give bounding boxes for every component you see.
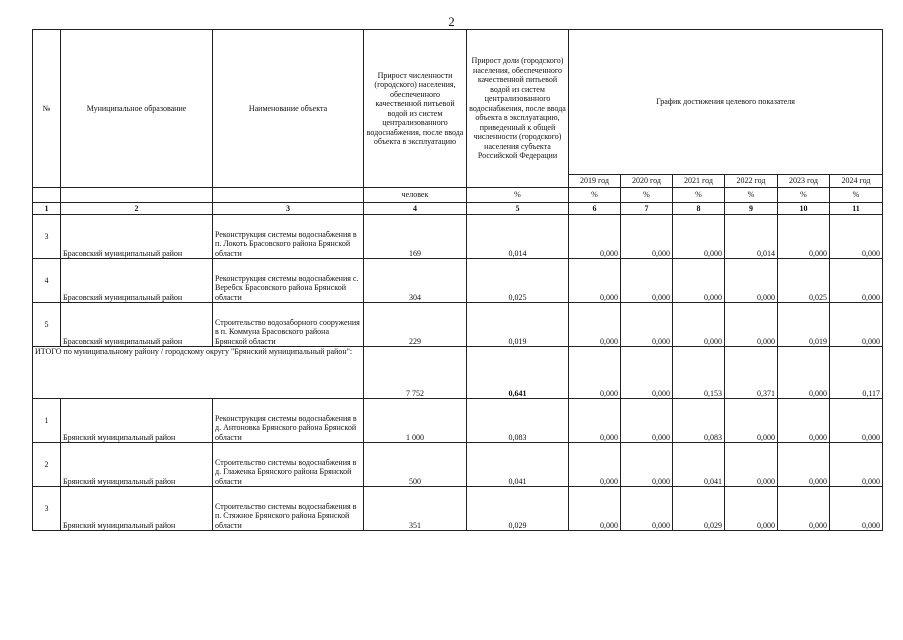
- row-year-value: 0,000: [725, 303, 778, 347]
- header-population-growth: Прирост численности (городского) населения, обеспеченного качественной питьевой водой из систем централизованного водоснабжения, после ввода объекта в эксплуатацию: [364, 30, 467, 188]
- column-number: 3: [213, 203, 364, 215]
- target-indicator-table: [32, 29, 883, 531]
- row-year-value: 0,000: [621, 443, 673, 487]
- total-label: ИТОГО по муниципальному району / городскому округу "Брянский муниципальный район":: [33, 347, 364, 399]
- row-population: 304: [364, 259, 467, 303]
- row-year-value: 0,000: [673, 215, 725, 259]
- year-header: 2024 год: [830, 175, 883, 188]
- column-number: 2: [61, 203, 213, 215]
- row-number: 3: [33, 215, 61, 259]
- row-municipality: Брасовский муниципальный район: [61, 215, 213, 259]
- year-header: 2020 год: [621, 175, 673, 188]
- unit-year: %: [725, 188, 778, 203]
- row-year-value: 0,083: [673, 399, 725, 443]
- row-year-value: 0,000: [830, 259, 883, 303]
- row-year-value: 0,000: [725, 259, 778, 303]
- row-population: 1 000: [364, 399, 467, 443]
- row-year-value: 0,000: [778, 399, 830, 443]
- row-population: 229: [364, 303, 467, 347]
- total-year-value: 0,371: [725, 347, 778, 399]
- header-object-name: Наименование объекта: [213, 30, 364, 188]
- row-number: 3: [33, 487, 61, 531]
- table-row: [33, 215, 883, 259]
- row-year-value: 0,000: [569, 399, 621, 443]
- row-object-name: Реконструкция системы водоснабжения с. Веребск Брасовского района Брянской области: [213, 259, 364, 303]
- row-municipality: Брасовский муниципальный район: [61, 259, 213, 303]
- column-number: 1: [33, 203, 61, 215]
- table-row: [33, 487, 883, 531]
- row-year-value: 0,019: [778, 303, 830, 347]
- column-number: 8: [673, 203, 725, 215]
- row-year-value: 0,000: [621, 487, 673, 531]
- unit-year: %: [830, 188, 883, 203]
- row-year-value: 0,000: [778, 487, 830, 531]
- unit-year: %: [778, 188, 830, 203]
- table-row: [33, 259, 883, 303]
- unit-year: %: [569, 188, 621, 203]
- row-municipality: Брянский муниципальный район: [61, 399, 213, 443]
- total-row: [33, 347, 883, 399]
- row-year-value: 0,000: [725, 443, 778, 487]
- row-year-value: 0,029: [673, 487, 725, 531]
- row-year-value: 0,000: [569, 487, 621, 531]
- year-header: 2023 год: [778, 175, 830, 188]
- row-year-value: 0,000: [673, 303, 725, 347]
- row-object-name: Строительство системы водоснабжения в д. Глаженка Брянского района Брянской области: [213, 443, 364, 487]
- row-year-value: 0,000: [830, 303, 883, 347]
- row-year-value: 0,000: [621, 259, 673, 303]
- total-year-value: 0,153: [673, 347, 725, 399]
- row-year-value: 0,000: [725, 399, 778, 443]
- row-object-name: Строительство системы водоснабжения в п. Стяжное Брянского района Брянской области: [213, 487, 364, 531]
- row-year-value: 0,000: [830, 215, 883, 259]
- row-year-value: 0,000: [830, 487, 883, 531]
- header-municipality: Муниципальное образование: [61, 30, 213, 188]
- table-row: [33, 399, 883, 443]
- row-population: 169: [364, 215, 467, 259]
- unit-cell: [33, 188, 61, 203]
- header-num: №: [33, 30, 61, 188]
- column-number: 5: [467, 203, 569, 215]
- unit-year: %: [673, 188, 725, 203]
- row-object-name: Реконструкция системы водоснабжения в д. Антоновка Брянского района Брянской области: [213, 399, 364, 443]
- row-year-value: 0,000: [673, 259, 725, 303]
- total-year-value: 0,000: [778, 347, 830, 399]
- total-year-value: 0,000: [621, 347, 673, 399]
- row-year-value: 0,000: [621, 399, 673, 443]
- row-year-value: 0,014: [725, 215, 778, 259]
- unit-cell: [61, 188, 213, 203]
- row-year-value: 0,000: [778, 443, 830, 487]
- unit-population: человек: [364, 188, 467, 203]
- row-population: 500: [364, 443, 467, 487]
- page-number: 2: [448, 14, 455, 29]
- row-share: 0,041: [467, 443, 569, 487]
- row-municipality: Брасовский муниципальный район: [61, 303, 213, 347]
- row-year-value: 0,000: [778, 215, 830, 259]
- row-year-value: 0,000: [830, 399, 883, 443]
- row-year-value: 0,000: [621, 303, 673, 347]
- row-share: 0,019: [467, 303, 569, 347]
- header-share-growth: Прирост доли (городского) населения, обеспеченного качественной питьевой водой из систем централизованного водоснабжения, после ввода объекта в эксплуатацию, приведенный к общей численности (городского) населения субъекта Российской Федерации: [467, 30, 569, 188]
- column-number: 11: [830, 203, 883, 215]
- row-year-value: 0,000: [569, 215, 621, 259]
- row-population: 351: [364, 487, 467, 531]
- column-numbers-row: [33, 203, 883, 215]
- row-year-value: 0,041: [673, 443, 725, 487]
- total-year-value: 0,117: [830, 347, 883, 399]
- row-object-name: Строительство водозаборного сооружения в п. Коммуна Брасовского района Брянской области: [213, 303, 364, 347]
- units-row: [33, 188, 883, 203]
- row-number: 2: [33, 443, 61, 487]
- row-number: 5: [33, 303, 61, 347]
- year-header: 2022 год: [725, 175, 778, 188]
- column-number: 7: [621, 203, 673, 215]
- row-year-value: 0,000: [569, 259, 621, 303]
- unit-share: %: [467, 188, 569, 203]
- unit-cell: [213, 188, 364, 203]
- row-share: 0,029: [467, 487, 569, 531]
- row-number: 1: [33, 399, 61, 443]
- column-number: 4: [364, 203, 467, 215]
- row-year-value: 0,000: [569, 443, 621, 487]
- column-number: 6: [569, 203, 621, 215]
- total-year-value: 0,000: [569, 347, 621, 399]
- row-year-value: 0,025: [778, 259, 830, 303]
- row-municipality: Брянский муниципальный район: [61, 487, 213, 531]
- row-year-value: 0,000: [569, 303, 621, 347]
- row-municipality: Брянский муниципальный район: [61, 443, 213, 487]
- table-row: [33, 443, 883, 487]
- column-number: 9: [725, 203, 778, 215]
- row-year-value: 0,000: [830, 443, 883, 487]
- year-header: 2019 год: [569, 175, 621, 188]
- row-year-value: 0,000: [725, 487, 778, 531]
- year-header: 2021 год: [673, 175, 725, 188]
- total-population: 7 752: [364, 347, 467, 399]
- row-object-name: Реконструкция системы водоснабжения в п. Локоть Брасовского района Брянской области: [213, 215, 364, 259]
- column-number: 10: [778, 203, 830, 215]
- row-number: 4: [33, 259, 61, 303]
- total-share: 0,641: [467, 347, 569, 399]
- header-row: [33, 30, 883, 175]
- row-share: 0,025: [467, 259, 569, 303]
- table-row: [33, 303, 883, 347]
- header-schedule: График достижения целевого показателя: [569, 30, 883, 175]
- row-year-value: 0,000: [621, 215, 673, 259]
- row-share: 0,014: [467, 215, 569, 259]
- unit-year: %: [621, 188, 673, 203]
- row-share: 0,083: [467, 399, 569, 443]
